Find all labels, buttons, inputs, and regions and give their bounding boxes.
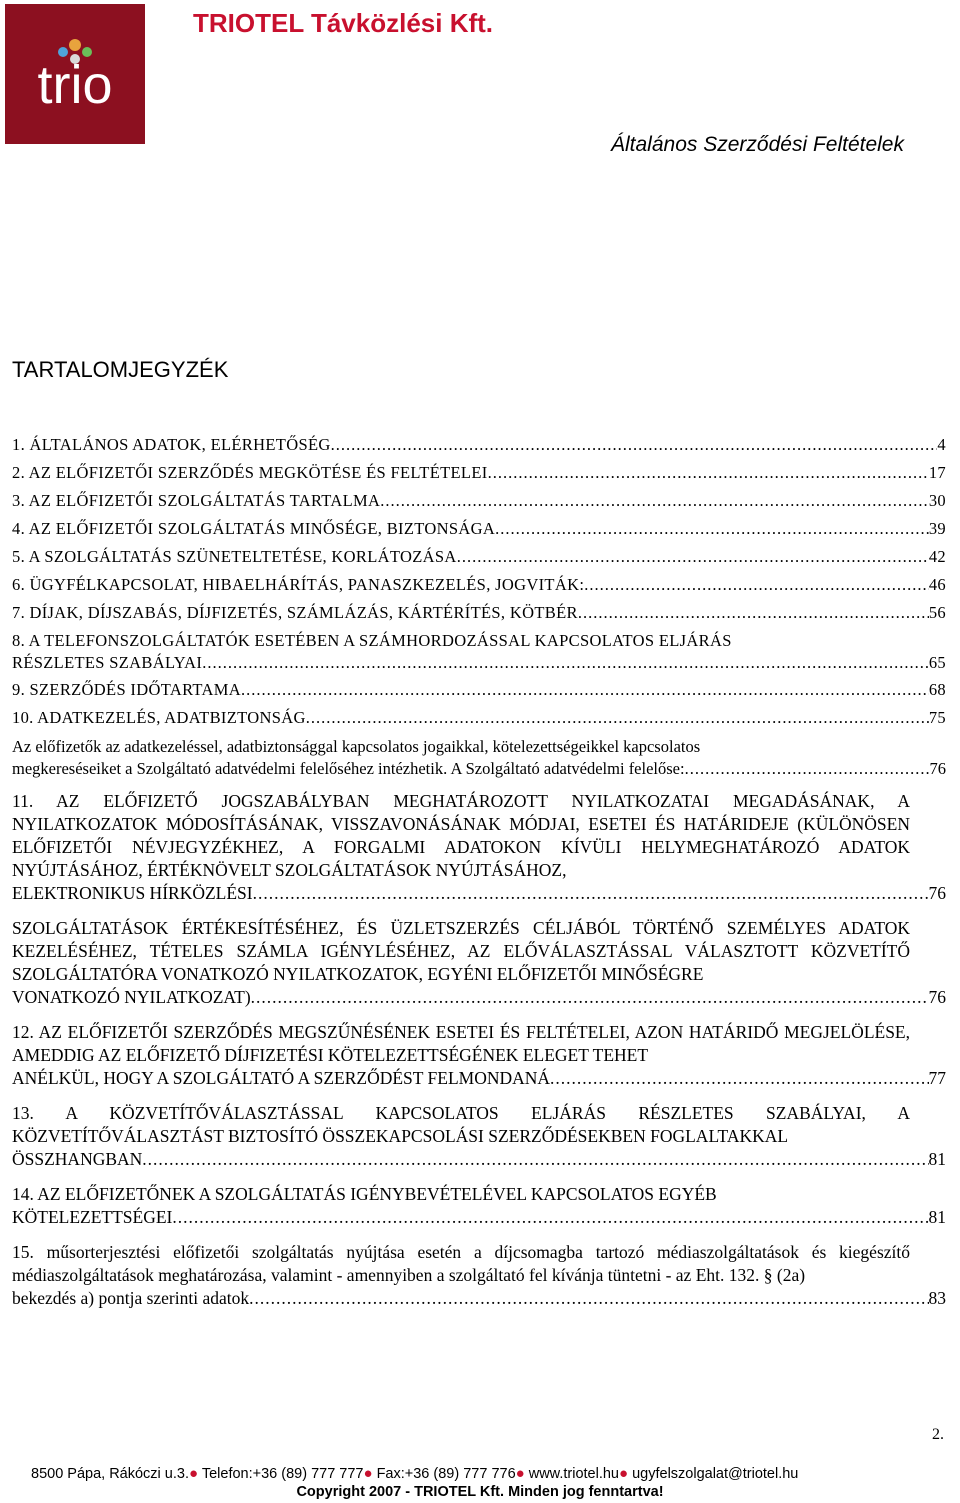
toc-entry-page: 76 [929, 759, 946, 778]
toc-entry-page: 30 [928, 491, 946, 510]
toc-entry-text-cont: ELEKTRONIKUS HÍRKÖZLÉSI [12, 883, 253, 903]
toc-entry-11-cont[interactable] [12, 917, 946, 1009]
toc-entry-10[interactable] [12, 707, 946, 729]
toc-entry-page: 39 [928, 519, 946, 538]
toc-entry-text: 7. DÍJAK, DÍJSZABÁS, DÍJFIZETÉS, SZÁMLÁZÁS, KÁRTÉRÍTÉS, KÖTBÉR [12, 603, 578, 622]
toc-entry-page: 68 [928, 680, 946, 699]
toc-entry-13[interactable] [12, 1102, 946, 1171]
toc-entry-10-sub[interactable] [12, 736, 946, 780]
toc-entry-text: 13. A KÖZVETÍTŐVÁLASZTÁSSAL KAPCSOLATOS ELJÁRÁS RÉSZLETES SZABÁLYAI, A KÖZVETÍTŐVÁLASZTÁST BIZTOSÍTÓ ÖSSZEKAPCSOLÁSI SZERZŐDÉSEKBEN FOGLALTAKKAL [12, 1103, 910, 1146]
toc-entry-page: 81 [928, 1207, 946, 1227]
toc-entry-text-cont: bekezdés a) pontja szerinti adatok [12, 1288, 250, 1308]
toc-entry-text: 5. A SZOLGÁLTATÁS SZÜNETELTETÉSE, KORLÁTOZÁSA [12, 547, 457, 566]
toc-entry-15[interactable] [12, 1241, 946, 1310]
toc-entry-page: 83 [928, 1288, 946, 1308]
toc-entry-2[interactable] [12, 462, 946, 484]
footer-fax: Fax:+36 (89) 777 776 [376, 1466, 516, 1482]
footer-phone: Telefon:+36 (89) 777 777 [201, 1466, 364, 1482]
bullet-icon: ● [363, 1465, 373, 1482]
bullet-icon: ● [515, 1465, 525, 1482]
toc-entry-text: SZOLGÁLTATÁSOK ÉRTÉKESÍTÉSÉHEZ, ÉS ÜZLETSZERZÉS CÉLJÁBÓL TÖRTÉNŐ SZEMÉLYES ADATOK KEZELÉSÉHEZ, TÉTELES SZÁMLA IGÉNYLÉSÉHEZ, AZ ELŐVÁLASZTÁSSAL VÁLASZTOTT KÖZVETÍTŐ SZOLGÁLTATÓRA VONATKOZÓ NYILATKOZATOK, EGYÉNI ELŐFIZETŐI MINŐSÉGRE [12, 918, 910, 984]
toc-entry-12[interactable] [12, 1021, 946, 1090]
page-number: 2. [932, 1426, 944, 1443]
toc-entry-text: 12. AZ ELŐFIZETŐI SZERZŐDÉS MEGSZŰNÉSÉNEK ESETEI ÉS FELTÉTELEI, AZON HATÁRIDŐ MEGJELÖLÉSE, AMEDDIG AZ ELŐFIZETŐ DÍJFIZETÉSI KÖTELEZETTSÉGÉNEK ELEGET TEHET [12, 1022, 910, 1065]
footer-website-link[interactable]: www.triotel.hu [528, 1466, 619, 1482]
toc-entry-page: 76 [928, 987, 946, 1007]
toc-entry-text-cont: RÉSZLETES SZABÁLYAI [12, 653, 203, 672]
toc-entry-text-cont: ÖSSZHANGBAN [12, 1149, 143, 1169]
toc-entry-page: 81 [928, 1149, 946, 1169]
toc-entry-8[interactable] [12, 630, 946, 674]
toc-entry-6[interactable] [12, 574, 946, 596]
toc-entry-4[interactable] [12, 518, 946, 540]
bullet-icon: ● [189, 1465, 199, 1482]
toc-entry-text: 1. ÁLTALÁNOS ADATOK, ELÉRHETŐSÉG [12, 435, 331, 454]
bullet-icon: ● [619, 1465, 629, 1482]
toc-entry-text: 4. AZ ELŐFIZETŐI SZOLGÁLTATÁS MINŐSÉGE, BIZTONSÁGA [12, 519, 496, 538]
toc-entry-page: 42 [928, 547, 946, 566]
toc-entry-page: 75 [928, 708, 946, 727]
toc-entry-text-cont: KÖTELEZETTSÉGEI [12, 1207, 173, 1227]
toc-entry-14[interactable] [12, 1183, 946, 1229]
footer-email-link[interactable]: ugyfelszolgalat@triotel.hu [632, 1466, 799, 1482]
toc-entry-text: 11. AZ ELŐFIZETŐ JOGSZABÁLYBAN MEGHATÁROZOTT NYILATKOZATAI MEGADÁSÁNAK, A NYILATKOZATOK MÓDOSÍTÁSÁNAK, VISSZAVONÁSÁNAK MÓDJAI, ESETEI ÉS HATÁRIDEJE (KÜLÖNÖSEN ELŐFIZETŐI NÉVJEGYZÉKHEZ, A FORGALMI ADATOKON KÍVÜLI HELYMEGHATÁROZÓ ADATOK NYÚJTÁSÁHOZ, ÉRTÉKNÖVELT SZOLGÁLTATÁSOK NYÚJTÁSÁHOZ, [12, 791, 910, 880]
toc-entry-text: 10. ADATKEZELÉS, ADATBIZTONSÁG [12, 708, 306, 727]
company-name: TRIOTEL Távközlési Kft. [193, 8, 494, 38]
toc-entry-7[interactable] [12, 602, 946, 624]
toc-title: TARTALOMJEGYZÉK [12, 357, 229, 382]
toc-entry-text: 15. műsorterjesztési előfizetői szolgáltatás nyújtása esetén a díjcsomagba tartozó médiaszolgáltatások és kiegészítő médiaszolgáltatások meghatározása, valamint - amennyiben a szolgáltató fel kívánja tüntetni - az Eht. 132. § (2a) [12, 1242, 910, 1285]
toc-entry-page: 17 [928, 463, 946, 482]
toc-entry-3[interactable] [12, 490, 946, 512]
toc-entry-text: 8. A TELEFONSZOLGÁLTATÓK ESETÉBEN A SZÁMHORDOZÁSSAL KAPCSOLATOS ELJÁRÁS [12, 631, 732, 650]
toc-entry-text-cont: ANÉLKÜL, HOGY A SZOLGÁLTATÓ A SZERZŐDÉST FELMONDANÁ [12, 1068, 551, 1088]
footer-copyright: Copyright 2007 - TRIOTEL Kft. Minden jog fenntartva! [296, 1484, 664, 1500]
toc-entry-text: 14. AZ ELŐFIZETŐNEK A SZOLGÁLTATÁS IGÉNYBEVÉTELÉVEL KAPCSOLATOS EGYÉB [12, 1184, 717, 1204]
logo-text: trio [37, 55, 113, 115]
footer-address: 8500 Pápa, Rákóczi u.3. [31, 1466, 189, 1482]
toc-entry-page: 77 [928, 1068, 946, 1088]
footer-contact [31, 1465, 931, 1482]
trio-logo [5, 4, 145, 144]
toc-entry-1[interactable] [12, 434, 946, 456]
toc-entry-page: 46 [928, 575, 946, 594]
toc-entry-text: Az előfizetők az adatkezeléssel, adatbiztonsággal kapcsolatos jogaikkal, kötelezettségeikkel kapcsolatos [12, 737, 701, 756]
document-subtitle: Általános Szerződési Feltételek [611, 133, 904, 156]
logo-dot-orange [69, 39, 81, 51]
toc-entry-page: 65 [928, 653, 946, 672]
toc-entry-page: 76 [928, 883, 946, 903]
table-of-contents [12, 434, 946, 1322]
toc-entry-11[interactable] [12, 790, 946, 905]
toc-entry-page: 4 [937, 435, 946, 454]
toc-entry-9[interactable] [12, 679, 946, 701]
toc-entry-text: 9. SZERZŐDÉS IDŐTARTAMA [12, 680, 241, 699]
toc-entry-text: 6. ÜGYFÉLKAPCSOLAT, HIBAELHÁRÍTÁS, PANASZKEZELÉS, JOGVITÁK: [12, 575, 585, 594]
toc-entry-text-cont: VONATKOZÓ NYILATKOZAT) [12, 987, 251, 1007]
toc-entry-text: 3. AZ ELŐFIZETŐI SZOLGÁLTATÁS TARTALMA [12, 491, 381, 510]
toc-entry-text: 2. AZ ELŐFIZETŐI SZERZŐDÉS MEGKÖTÉSE ÉS FELTÉTELEI [12, 463, 488, 482]
toc-entry-5[interactable] [12, 546, 946, 568]
toc-entry-page: 56 [928, 603, 946, 622]
toc-entry-text-cont: megkereséseiket a Szolgáltató adatvédelmi felelőséhez intézhetik. A Szolgáltató adatvédelmi felelőse: [12, 759, 685, 778]
